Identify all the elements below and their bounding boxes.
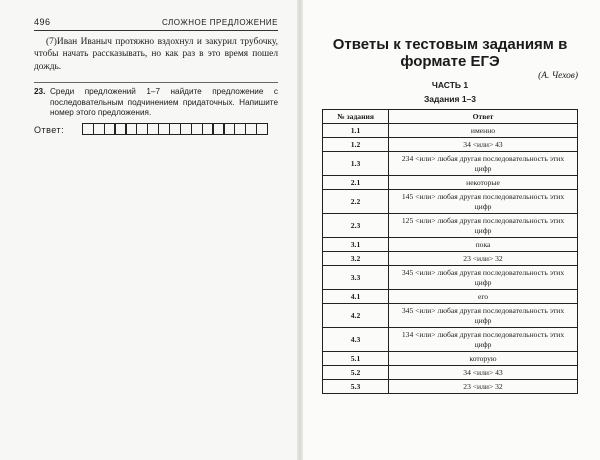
answer-cell-value: 34 <или> 43: [389, 366, 578, 380]
answers-table: [322, 109, 578, 394]
answer-cell-value: 234 <или> любая другая последовательность этих цифр: [389, 152, 578, 176]
answer-cell-value: пока: [389, 238, 578, 252]
table-row: [323, 328, 578, 352]
task-id-cell: 4.1: [323, 290, 389, 304]
section-divider: [34, 82, 278, 83]
task-23: [34, 87, 278, 119]
answer-cell-value: 34 <или> 43: [389, 138, 578, 152]
book-gutter: [297, 0, 303, 460]
answer-cell-value: 23 <или> 32: [389, 380, 578, 394]
task-id-cell: 3.2: [323, 252, 389, 266]
task-id-cell: 2.1: [323, 176, 389, 190]
table-row: [323, 238, 578, 252]
answer-cell-value: некоторые: [389, 176, 578, 190]
task-id-cell: 1.3: [323, 152, 389, 176]
header-rule: [34, 30, 278, 31]
answer-cell-value: 345 <или> любая другая последовательность этих цифр: [389, 304, 578, 328]
part-heading: ЧАСТЬ 1: [431, 80, 469, 90]
task-id-cell: 5.2: [323, 366, 389, 380]
task-id-cell: 1.2: [323, 138, 389, 152]
running-head-title: СЛОЖНОЕ ПРЕДЛОЖЕНИЕ: [162, 18, 278, 27]
table-row: [323, 304, 578, 328]
quote-text: (7)Иван Иваныч протяжно вздохнул и закурил трубочку, чтобы начать рассказывать, но как раз в это время пошел дождь.: [34, 37, 278, 72]
answer-label: Ответ:: [34, 125, 65, 135]
task-id-cell: 1.1: [323, 124, 389, 138]
task-id-cell: 3.3: [323, 266, 389, 290]
task-id-cell: 4.2: [323, 304, 389, 328]
column-header-task: № задания: [323, 110, 389, 124]
task-id-cell: 5.3: [323, 380, 389, 394]
task-id-cell: 3.1: [323, 238, 389, 252]
table-row: [323, 380, 578, 394]
task-id-cell: 4.3: [323, 328, 389, 352]
answer-cell-value: 345 <или> любая другая последовательность этих цифр: [389, 266, 578, 290]
table-row: [323, 266, 578, 290]
table-row: [323, 124, 578, 138]
task-text: Среди предложений 1–7 найдите предложение с последовательным подчинением придаточных. Напишите номер этого предложения.: [50, 87, 278, 118]
answer-row: [34, 123, 284, 137]
table-row: [323, 366, 578, 380]
answer-cell-value: 125 <или> любая другая последовательность этих цифр: [389, 214, 578, 238]
table-row: [323, 176, 578, 190]
task-number: 23.: [34, 87, 46, 96]
tasks-subheading: Задания 1–3: [423, 94, 477, 104]
task-id-cell: 5.1: [323, 352, 389, 366]
answer-cell[interactable]: [256, 123, 268, 135]
task-id-cell: 2.2: [323, 190, 389, 214]
answer-cell-value: 145 <или> любая другая последовательность этих цифр: [389, 190, 578, 214]
answer-cell-value: 23 <или> 32: [389, 252, 578, 266]
table-row: [323, 190, 578, 214]
table-row: [323, 214, 578, 238]
quote-author: (А. Чехов): [538, 71, 578, 81]
answer-cell-value: которую: [389, 352, 578, 366]
answer-cell-value: его: [389, 290, 578, 304]
task-id-cell: 2.3: [323, 214, 389, 238]
answer-cell-value: именно: [389, 124, 578, 138]
column-header-answer: Ответ: [389, 110, 578, 124]
table-row: [323, 352, 578, 366]
answer-cell-value: 134 <или> любая другая последовательность этих цифр: [389, 328, 578, 352]
table-row: [323, 252, 578, 266]
answer-cells: [82, 123, 267, 135]
running-head: [34, 17, 278, 31]
page-title: Ответы к тестовым заданиям в формате ЕГЭ: [332, 36, 568, 70]
page-number: 496: [34, 17, 51, 27]
table-row: [323, 152, 578, 176]
table-row: [323, 138, 578, 152]
table-row: [323, 290, 578, 304]
